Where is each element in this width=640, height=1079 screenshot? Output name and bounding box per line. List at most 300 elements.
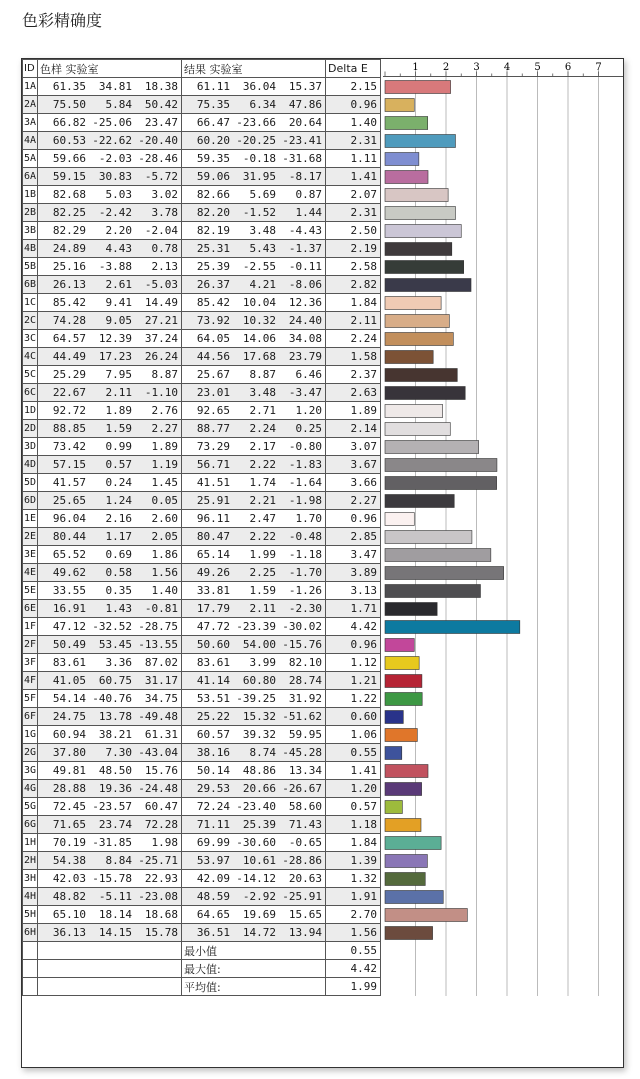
delta-e-bar-5G [385, 801, 402, 814]
result-lab-value: 10.61 [242, 854, 277, 867]
sample-lab-values [38, 168, 182, 186]
row-id: 4A [23, 132, 38, 150]
result-lab-values [182, 348, 326, 366]
result-lab-value: 88.77 [196, 422, 231, 435]
sample-lab-value: 2.76 [151, 404, 179, 417]
row-id: 2C [23, 312, 38, 330]
result-lab-values [182, 834, 326, 852]
result-lab-values [182, 114, 326, 132]
result-lab-value: -30.02 [282, 620, 323, 633]
sample-lab-values [38, 726, 182, 744]
result-lab-value: 1.20 [295, 404, 323, 417]
row-id: 6F [23, 708, 38, 726]
sample-lab-value: 28.88 [52, 782, 87, 795]
sample-lab-value: 59.66 [52, 152, 87, 165]
result-lab-value: -31.68 [282, 152, 323, 165]
sample-lab-value: -13.55 [138, 638, 179, 651]
result-lab-values [182, 312, 326, 330]
table-row [23, 132, 381, 150]
sample-lab-value: 37.80 [52, 746, 87, 759]
result-lab-value: 82.10 [288, 656, 323, 669]
table-row [23, 168, 381, 186]
sample-lab-value: 65.10 [52, 908, 87, 921]
sample-lab-value: 5.84 [105, 98, 133, 111]
result-lab-value: 71.11 [196, 818, 231, 831]
sample-lab-values [38, 708, 182, 726]
delta-e-bar-4B [385, 243, 452, 256]
header-delta-e: Delta E [326, 60, 381, 78]
delta-e-bar-2C [385, 315, 449, 328]
result-lab-value: 15.65 [288, 908, 323, 921]
result-lab-value: 20.64 [288, 116, 323, 129]
sample-lab-value: 1.86 [151, 548, 179, 561]
sample-lab-value: 53.45 [98, 638, 133, 651]
delta-e-value: 1.89 [326, 402, 381, 420]
sample-lab-value: 60.75 [98, 674, 133, 687]
row-id: 5A [23, 150, 38, 168]
sample-lab-values [38, 330, 182, 348]
sample-lab-value: 1.40 [151, 584, 179, 597]
sample-lab-value: 0.57 [105, 458, 133, 471]
table-row [23, 438, 381, 456]
delta-e-bar-4G [385, 783, 422, 796]
sample-lab-value: -24.48 [138, 782, 179, 795]
result-lab-value: 48.59 [196, 890, 231, 903]
result-lab-value: 36.04 [242, 80, 277, 93]
table-row [23, 312, 381, 330]
result-lab-value: -1.83 [288, 458, 323, 471]
result-lab-value: 44.56 [196, 350, 231, 363]
delta-e-value: 1.41 [326, 762, 381, 780]
delta-e-bar-3A [385, 117, 428, 130]
sample-lab-values [38, 474, 182, 492]
result-lab-value: 82.19 [196, 224, 231, 237]
result-lab-value: -1.70 [288, 566, 323, 579]
row-id: 2F [23, 636, 38, 654]
result-lab-value: 41.14 [196, 674, 231, 687]
sample-lab-value: 2.05 [151, 530, 179, 543]
delta-e-bar-1B [385, 189, 448, 202]
result-lab-value: 2.71 [249, 404, 277, 417]
result-lab-value: 29.53 [196, 782, 231, 795]
sample-lab-value: 9.05 [105, 314, 133, 327]
delta-e-bar-1E [385, 513, 414, 526]
result-lab-value: 38.16 [196, 746, 231, 759]
result-lab-values [182, 222, 326, 240]
sample-lab-value: -43.04 [138, 746, 179, 759]
result-lab-value: 28.74 [288, 674, 323, 687]
table-row [23, 114, 381, 132]
result-lab-value: 73.92 [196, 314, 231, 327]
table-row [23, 834, 381, 852]
table-row [23, 456, 381, 474]
summary-label: 平均值: [182, 978, 326, 996]
result-lab-value: -2.92 [242, 890, 277, 903]
sample-lab-value: 3.36 [105, 656, 133, 669]
result-lab-value: -3.47 [288, 386, 323, 399]
result-lab-values [182, 78, 326, 96]
result-lab-value: 42.09 [196, 872, 231, 885]
sample-lab-value: 36.13 [52, 926, 87, 939]
sample-lab-value: 61.31 [144, 728, 179, 741]
delta-e-bar-4A [385, 135, 455, 148]
result-lab-value: 6.46 [295, 368, 323, 381]
result-lab-value: 2.47 [249, 512, 277, 525]
sample-lab-values [38, 402, 182, 420]
sample-lab-value: 54.14 [52, 692, 87, 705]
delta-e-value: 3.13 [326, 582, 381, 600]
result-lab-value: -0.48 [288, 530, 323, 543]
sample-lab-value: -2.42 [98, 206, 133, 219]
result-lab-value: 14.06 [242, 332, 277, 345]
result-lab-value: 58.60 [288, 800, 323, 813]
table-header-row [23, 60, 381, 78]
delta-e-value: 0.96 [326, 510, 381, 528]
result-lab-value: 83.61 [196, 656, 231, 669]
table-row [23, 852, 381, 870]
sample-lab-value: 1.24 [105, 494, 133, 507]
sample-lab-value: 2.60 [151, 512, 179, 525]
sample-lab-value: 27.21 [144, 314, 179, 327]
result-lab-value: 25.39 [196, 260, 231, 273]
result-lab-values [182, 510, 326, 528]
sample-lab-value: 59.15 [52, 170, 87, 183]
delta-e-bar-1C [385, 297, 441, 310]
result-lab-value: 2.21 [249, 494, 277, 507]
sample-lab-value: 0.78 [151, 242, 179, 255]
delta-e-value: 1.56 [326, 924, 381, 942]
result-lab-values [182, 582, 326, 600]
delta-e-value: 2.70 [326, 906, 381, 924]
table-row [23, 420, 381, 438]
row-id: 6H [23, 924, 38, 942]
result-lab-value: 47.86 [288, 98, 323, 111]
row-id: 5B [23, 258, 38, 276]
table-row [23, 204, 381, 222]
axis-tick-label: 1 [412, 62, 419, 73]
result-lab-value: -1.64 [288, 476, 323, 489]
sample-lab-value: 1.98 [151, 836, 179, 849]
delta-e-value: 3.67 [326, 456, 381, 474]
row-id: 5G [23, 798, 38, 816]
result-lab-value: -1.52 [242, 206, 277, 219]
delta-e-value: 1.41 [326, 168, 381, 186]
row-id: 6D [23, 492, 38, 510]
delta-e-bar-2F [385, 639, 414, 652]
result-lab-value: -45.28 [282, 746, 323, 759]
sample-lab-value: 1.59 [105, 422, 133, 435]
delta-e-value: 3.47 [326, 546, 381, 564]
sample-lab-value: 2.20 [105, 224, 133, 237]
sample-lab-value: 0.05 [151, 494, 179, 507]
sample-lab-value: -5.11 [98, 890, 133, 903]
row-id: 4F [23, 672, 38, 690]
result-lab-value: 6.34 [249, 98, 277, 111]
sample-lab-value: 3.78 [151, 206, 179, 219]
result-lab-value: -23.66 [236, 116, 277, 129]
sample-lab-value: -2.03 [98, 152, 133, 165]
sample-lab-value: 49.81 [52, 764, 87, 777]
result-lab-value: 36.51 [196, 926, 231, 939]
table-row [23, 798, 381, 816]
delta-e-bar-1G [385, 729, 417, 742]
result-lab-value: 2.22 [249, 530, 277, 543]
result-lab-value: 41.51 [196, 476, 231, 489]
sample-lab-values [38, 438, 182, 456]
sample-lab-value: 92.72 [52, 404, 87, 417]
table-row [23, 546, 381, 564]
delta-e-value: 1.22 [326, 690, 381, 708]
table-row [23, 384, 381, 402]
table-row [23, 582, 381, 600]
table-row [23, 402, 381, 420]
sample-lab-value: 65.52 [52, 548, 87, 561]
sample-lab-value: -28.46 [138, 152, 179, 165]
result-lab-value: 71.43 [288, 818, 323, 831]
result-lab-value: 73.29 [196, 440, 231, 453]
result-lab-value: -0.18 [242, 152, 277, 165]
result-lab-values [182, 150, 326, 168]
result-lab-value: 50.60 [196, 638, 231, 651]
sample-lab-values [38, 672, 182, 690]
sample-lab-value: 37.24 [144, 332, 179, 345]
summary-value: 0.55 [326, 942, 381, 960]
result-lab-value: -0.80 [288, 440, 323, 453]
delta-e-bar-3F [385, 657, 419, 670]
delta-e-bar-4H [385, 891, 443, 904]
result-lab-value: 59.35 [196, 152, 231, 165]
table-row [23, 924, 381, 942]
delta-e-value: 3.66 [326, 474, 381, 492]
sample-lab-value: 96.04 [52, 512, 87, 525]
sample-lab-value: 47.12 [52, 620, 87, 633]
sample-lab-value: 44.49 [52, 350, 87, 363]
sample-lab-value: 1.19 [151, 458, 179, 471]
sample-lab-value: 23.47 [144, 116, 179, 129]
sample-lab-value: 38.21 [98, 728, 133, 741]
sample-lab-value: 41.57 [52, 476, 87, 489]
result-lab-value: -15.76 [282, 638, 323, 651]
delta-e-bar-6A [385, 171, 428, 184]
delta-e-value: 2.24 [326, 330, 381, 348]
sample-lab-value: -25.06 [92, 116, 133, 129]
sample-lab-value: 25.29 [52, 368, 87, 381]
row-id: 4B [23, 240, 38, 258]
result-lab-value: 60.80 [242, 674, 277, 687]
sample-lab-value: 70.19 [52, 836, 87, 849]
delta-e-value: 1.12 [326, 654, 381, 672]
sample-lab-values [38, 762, 182, 780]
row-id: 3A [23, 114, 38, 132]
sample-lab-values [38, 582, 182, 600]
table-row [23, 222, 381, 240]
result-lab-value: 25.67 [196, 368, 231, 381]
row-id: 5D [23, 474, 38, 492]
sample-lab-values [38, 834, 182, 852]
delta-e-value: 3.89 [326, 564, 381, 582]
result-lab-value: -1.26 [288, 584, 323, 597]
sample-lab-values [38, 744, 182, 762]
row-id: 1A [23, 78, 38, 96]
row-id: 5C [23, 366, 38, 384]
delta-e-value: 2.37 [326, 366, 381, 384]
row-id: 1E [23, 510, 38, 528]
result-lab-values [182, 276, 326, 294]
sample-lab-value: -49.48 [138, 710, 179, 723]
sample-lab-value: 22.93 [144, 872, 179, 885]
table-row [23, 294, 381, 312]
result-lab-value: 92.65 [196, 404, 231, 417]
delta-e-value: 2.14 [326, 420, 381, 438]
table-row [23, 780, 381, 798]
sample-lab-values [38, 798, 182, 816]
table-row [23, 618, 381, 636]
result-lab-value: 66.47 [196, 116, 231, 129]
axis-tick-label: 2 [442, 62, 450, 73]
delta-e-bar-1A [385, 81, 451, 94]
result-lab-values [182, 744, 326, 762]
result-lab-value: 1.74 [249, 476, 277, 489]
sample-lab-value: -0.81 [144, 602, 179, 615]
result-lab-values [182, 690, 326, 708]
delta-e-value: 2.31 [326, 204, 381, 222]
delta-e-value: 1.06 [326, 726, 381, 744]
summary-blank [23, 960, 38, 978]
result-lab-value: -25.91 [282, 890, 323, 903]
delta-e-value: 2.31 [326, 132, 381, 150]
sample-lab-values [38, 618, 182, 636]
table-row [23, 870, 381, 888]
result-lab-values [182, 474, 326, 492]
result-lab-value: -2.30 [288, 602, 323, 615]
sample-lab-value: 14.49 [144, 296, 179, 309]
sample-lab-value: 82.29 [52, 224, 87, 237]
delta-e-bar-2A [385, 99, 414, 112]
result-lab-value: 8.74 [249, 746, 277, 759]
summary-row [23, 942, 381, 960]
result-lab-values [182, 654, 326, 672]
result-lab-values [182, 906, 326, 924]
sample-lab-value: 0.99 [105, 440, 133, 453]
row-id: 3G [23, 762, 38, 780]
delta-e-bar-5B [385, 261, 464, 274]
summary-row [23, 978, 381, 996]
row-id: 3H [23, 870, 38, 888]
result-lab-value: 80.47 [196, 530, 231, 543]
sample-lab-value: 34.75 [144, 692, 179, 705]
sample-lab-value: 18.68 [144, 908, 179, 921]
row-id: 2H [23, 852, 38, 870]
delta-e-value: 0.55 [326, 744, 381, 762]
sample-lab-value: 64.57 [52, 332, 87, 345]
row-id: 5E [23, 582, 38, 600]
result-lab-value: 49.26 [196, 566, 231, 579]
sample-lab-value: 26.13 [52, 278, 87, 291]
sample-lab-value: 75.50 [52, 98, 87, 111]
sample-lab-values [38, 294, 182, 312]
delta-e-bar-1D [385, 405, 443, 418]
result-lab-values [182, 492, 326, 510]
result-lab-value: 34.08 [288, 332, 323, 345]
result-lab-value: 14.72 [242, 926, 277, 939]
delta-e-value: 2.85 [326, 528, 381, 546]
result-lab-value: -0.11 [288, 260, 323, 273]
sample-lab-value: -31.85 [92, 836, 133, 849]
summary-label: 最大值: [182, 960, 326, 978]
table-row [23, 348, 381, 366]
sample-lab-value: 72.28 [144, 818, 179, 831]
result-lab-value: 4.21 [249, 278, 277, 291]
result-lab-value: 61.11 [196, 80, 231, 93]
delta-e-value: 0.60 [326, 708, 381, 726]
row-id: 4D [23, 456, 38, 474]
result-lab-value: 59.95 [288, 728, 323, 741]
result-lab-values [182, 762, 326, 780]
result-lab-value: 47.72 [196, 620, 231, 633]
result-lab-value: -2.55 [242, 260, 277, 273]
table-row [23, 96, 381, 114]
result-lab-value: 5.69 [249, 188, 277, 201]
sample-lab-value: 2.11 [105, 386, 133, 399]
table-row [23, 492, 381, 510]
table-row [23, 528, 381, 546]
result-lab-values [182, 852, 326, 870]
summary-blank [38, 978, 182, 996]
sample-lab-value: -2.04 [144, 224, 179, 237]
result-lab-value: 25.22 [196, 710, 231, 723]
sample-lab-value: 24.75 [52, 710, 87, 723]
row-id: 3F [23, 654, 38, 672]
delta-e-bar-6H [385, 927, 433, 940]
sample-lab-value: 80.44 [52, 530, 87, 543]
delta-e-value: 2.19 [326, 240, 381, 258]
delta-e-bar-3H [385, 873, 425, 886]
result-lab-value: 23.79 [288, 350, 323, 363]
delta-e-value: 1.40 [326, 114, 381, 132]
sample-lab-value: 87.02 [144, 656, 179, 669]
sample-lab-value: 88.85 [52, 422, 87, 435]
result-lab-value: 96.11 [196, 512, 231, 525]
sample-lab-value: 7.95 [105, 368, 133, 381]
result-lab-value: 10.32 [242, 314, 277, 327]
header-result-lab: 结果 实验室 [182, 60, 326, 78]
result-lab-value: 1.59 [249, 584, 277, 597]
row-id: 1B [23, 186, 38, 204]
delta-e-bar-5F [385, 693, 422, 706]
delta-e-value: 2.07 [326, 186, 381, 204]
sample-lab-values [38, 870, 182, 888]
result-lab-value: 82.20 [196, 206, 231, 219]
delta-e-bar-6E [385, 603, 437, 616]
sample-lab-values [38, 528, 182, 546]
delta-e-value: 1.71 [326, 600, 381, 618]
result-lab-value: -4.43 [288, 224, 323, 237]
result-lab-values [182, 96, 326, 114]
table-row [23, 186, 381, 204]
result-lab-values [182, 546, 326, 564]
sample-lab-value: 2.27 [151, 422, 179, 435]
table-row [23, 906, 381, 924]
sample-lab-value: 24.89 [52, 242, 87, 255]
result-lab-values [182, 798, 326, 816]
sample-lab-value: -15.78 [92, 872, 133, 885]
sample-lab-values [38, 204, 182, 222]
delta-e-value: 2.50 [326, 222, 381, 240]
sample-lab-value: 60.53 [52, 134, 87, 147]
sample-lab-values [38, 924, 182, 942]
sample-lab-value: -32.52 [92, 620, 133, 633]
delta-e-bar-1F [385, 621, 520, 634]
